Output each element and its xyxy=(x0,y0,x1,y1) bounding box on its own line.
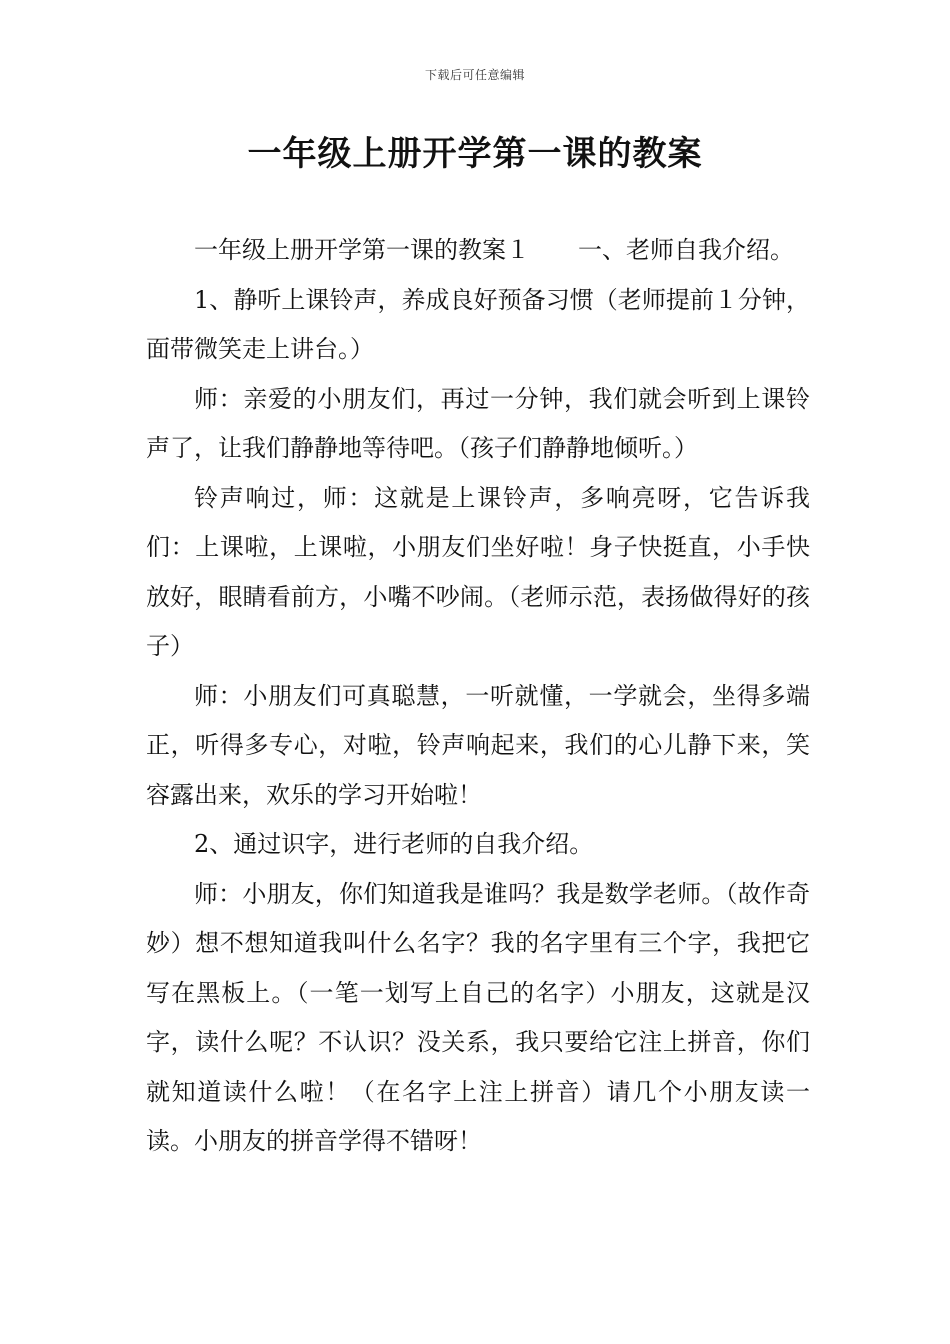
section-heading: 一、老师自我介绍。 xyxy=(578,236,794,264)
header-note: 下载后可任意编辑 xyxy=(424,68,525,82)
document-title: 一年级上册开学第一课的教案 xyxy=(247,134,703,174)
paragraph: 1、静听上课铃声，养成良好预备习惯（老师提前１分钟，面带微笑走上讲台。） xyxy=(146,285,810,363)
paragraph: 师：小朋友，你们知道我是谁吗？我是数学老师。（故作奇妙）想不想知道我叫什么名字？我的名字里有三个字，我把它写在黑板上。（一笔一划写上自己的名字）小朋友，这就是汉字，读什么呢？不认识？没关系，我只要给它注上拼音，你们就知道读什么啦！（在名字上注上拼音）请几个小朋友读一读。小朋友的拼音学得不错呀！ xyxy=(146,879,810,1155)
document-body xyxy=(146,226,810,1167)
paragraph: 铃声响过，师：这就是上课铃声，多响亮呀，它告诉我们：上课啦，上课啦，小朋友们坐好啦！身子快挺直，小手快放好，眼睛看前方，小嘴不吵闹。（老师示范，表扬做得好的孩子） xyxy=(146,483,810,660)
intro-paragraph xyxy=(146,226,810,276)
paragraph: 师：小朋友们可真聪慧，一听就懂，一学就会，坐得多端正，听得多专心，对啦，铃声响起来，我们的心儿静下来，笑容露出来，欢乐的学习开始啦！ xyxy=(146,681,810,809)
lesson-plan-label: 一年级上册开学第一课的教案１ xyxy=(194,236,530,264)
paragraph: 2、通过识字，进行老师的自我介绍。 xyxy=(194,830,594,858)
paragraph: 师：亲爱的小朋友们，再过一分钟，我们就会听到上课铃声了，让我们静静地等待吧。（孩子们静静地倾听。） xyxy=(146,384,810,462)
